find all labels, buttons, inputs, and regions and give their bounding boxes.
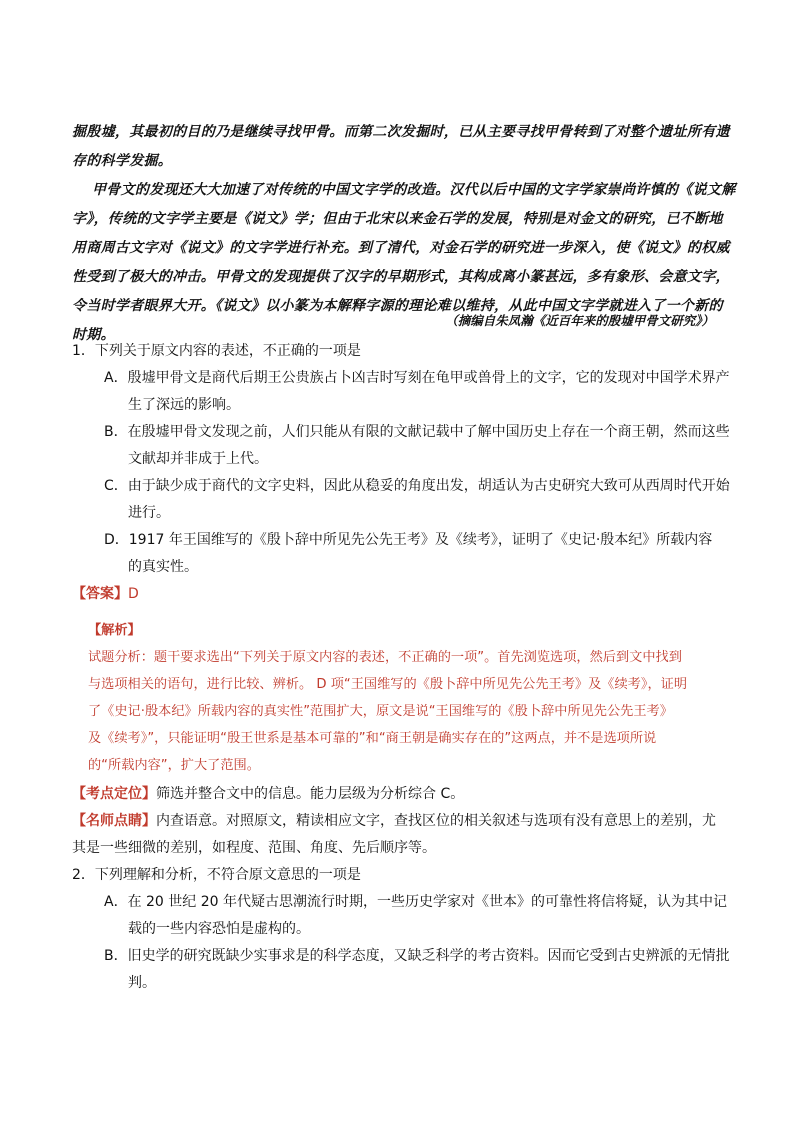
analysis-line: 试题分析：题干要求选出“下列关于原文内容的表述，不正确的一项”。首先浏览选项，然后到文中找到 bbox=[88, 650, 682, 665]
mingshi-row bbox=[72, 808, 742, 835]
analysis-tag: 【解析】 bbox=[88, 623, 141, 638]
question-1 bbox=[72, 338, 742, 608]
answer-tag: 【答案】 bbox=[72, 586, 128, 602]
option-c: C．由于缺少成于商代的文字史料，因此从稳妥的角度出发，胡适认为古史研究大致可从西周时代开始 bbox=[104, 478, 730, 494]
answer-value: D bbox=[128, 586, 139, 602]
passage-line: 性受到了极大的冲击。甲骨文的发现提供了汉字的早期形式，其构成离小篆甚远，多有象形、会意文字， bbox=[72, 269, 730, 285]
option-c-cont: 进行。 bbox=[128, 505, 170, 521]
analysis-line: 与选项相关的语句，进行比较、辨析。 D 项“王国维写的《殷卜辞中所见先公先王考》及《续考》，证明 bbox=[88, 677, 688, 692]
mingshi-text: 内查语意。对照原文，精读相应文字，查找区位的相关叙述与选项有没有意思上的差别，尤 bbox=[156, 813, 716, 829]
passage-line: 存的科学发掘。 bbox=[72, 153, 173, 169]
q2-option-b: B．旧史学的研究既缺少实事求是的科学态度，又缺乏科学的考古资料。因而它受到古史辨派的无情批 bbox=[104, 948, 730, 964]
passage-source: （摘编自朱凤瀚《近百年来的殷墟甲骨文研究》） bbox=[445, 313, 714, 328]
mingshi-tag: 【名师点睛】 bbox=[72, 813, 156, 829]
passage-line: 掘殷墟，其最初的目的乃是继续寻找甲骨。而第二次发掘时，已从主要寻找甲骨转到了对整个遗址所有遗 bbox=[72, 124, 730, 140]
q2-option-a-cont: 载的一些内容恐怕是虚构的。 bbox=[128, 921, 310, 937]
option-b: B．在殷墟甲骨文发现之前，人们只能从有限的文献记载中了解中国历史上存在一个商王朝，然而这些 bbox=[104, 424, 730, 440]
mingshi-cont: 其是一些细微的差别，如程度、范围、角度、先后顺序等。 bbox=[72, 840, 436, 856]
answer-row bbox=[72, 581, 742, 608]
analysis-block bbox=[88, 617, 728, 779]
option-d: D．1917 年王国维写的《殷卜辞中所见先公先王考》及《续考》，证明了《史记·殷本纪》所载内容 bbox=[104, 532, 713, 548]
passage-line: 字》，传统的文字学主要是《说文》学；但由于北宋以来金石学的发展，特别是对金文的研究，已不断地 bbox=[72, 211, 723, 227]
q2-option-a: A．在 20 世纪 20 年代疑古思潮流行时期，一些历史学家对《世本》的可靠性将信将疑，认为其中记 bbox=[104, 894, 728, 910]
option-a-cont: 生了深远的影响。 bbox=[128, 397, 240, 413]
kaodian-tag: 【考点定位】 bbox=[72, 786, 156, 802]
option-a: A．殷墟甲骨文是商代后期王公贵族占卜凶吉时写刻在龟甲或兽骨上的文字，它的发现对中国学术界产 bbox=[104, 370, 730, 386]
analysis-line: 了《史记·殷本纪》所载内容的真实性”范围扩大，原文是说“王国维写的《殷卜辞中所见先公先王考》 bbox=[88, 704, 673, 719]
passage-line: 令当时学者眼界大开。《说文》以小篆为本解释字源的理论难以维持，从此中国文字学就进入了一个新的 bbox=[72, 298, 723, 314]
question-stem: 1．下列关于原文内容的表述，不正确的一项是 bbox=[72, 343, 361, 359]
question-2-stem: 2．下列理解和分析，不符合原文意思的一项是 bbox=[72, 867, 361, 883]
option-d-cont: 的真实性。 bbox=[128, 559, 198, 575]
notes-block bbox=[72, 781, 742, 997]
q2-option-b-cont: 判。 bbox=[128, 975, 156, 991]
analysis-line: 及《续考》”，只能证明“殷王世系是基本可靠的”和“商王朝是确实存在的”这两点，并不是选项所说 bbox=[88, 731, 657, 746]
kaodian-text: 筛选并整合文中的信息。能力层级为分析综合 C。 bbox=[156, 786, 465, 802]
passage-line: 时期。 bbox=[72, 327, 115, 343]
passage-line: 甲骨文的发现还大大加速了对传统的中国文字学的改造。汉代以后中国的文字学家崇尚许慎的《说文解 bbox=[92, 182, 736, 198]
analysis-line: 的“所载内容”，扩大了范围。 bbox=[88, 758, 260, 773]
kaodian-row bbox=[72, 781, 742, 808]
passage-line: 用商周古文字对《说文》的文字学进行补充。到了清代，对金石学的研究进一步深入，使《说文》的权威 bbox=[72, 240, 730, 256]
option-b-cont: 文献却并非成于上代。 bbox=[128, 451, 268, 467]
